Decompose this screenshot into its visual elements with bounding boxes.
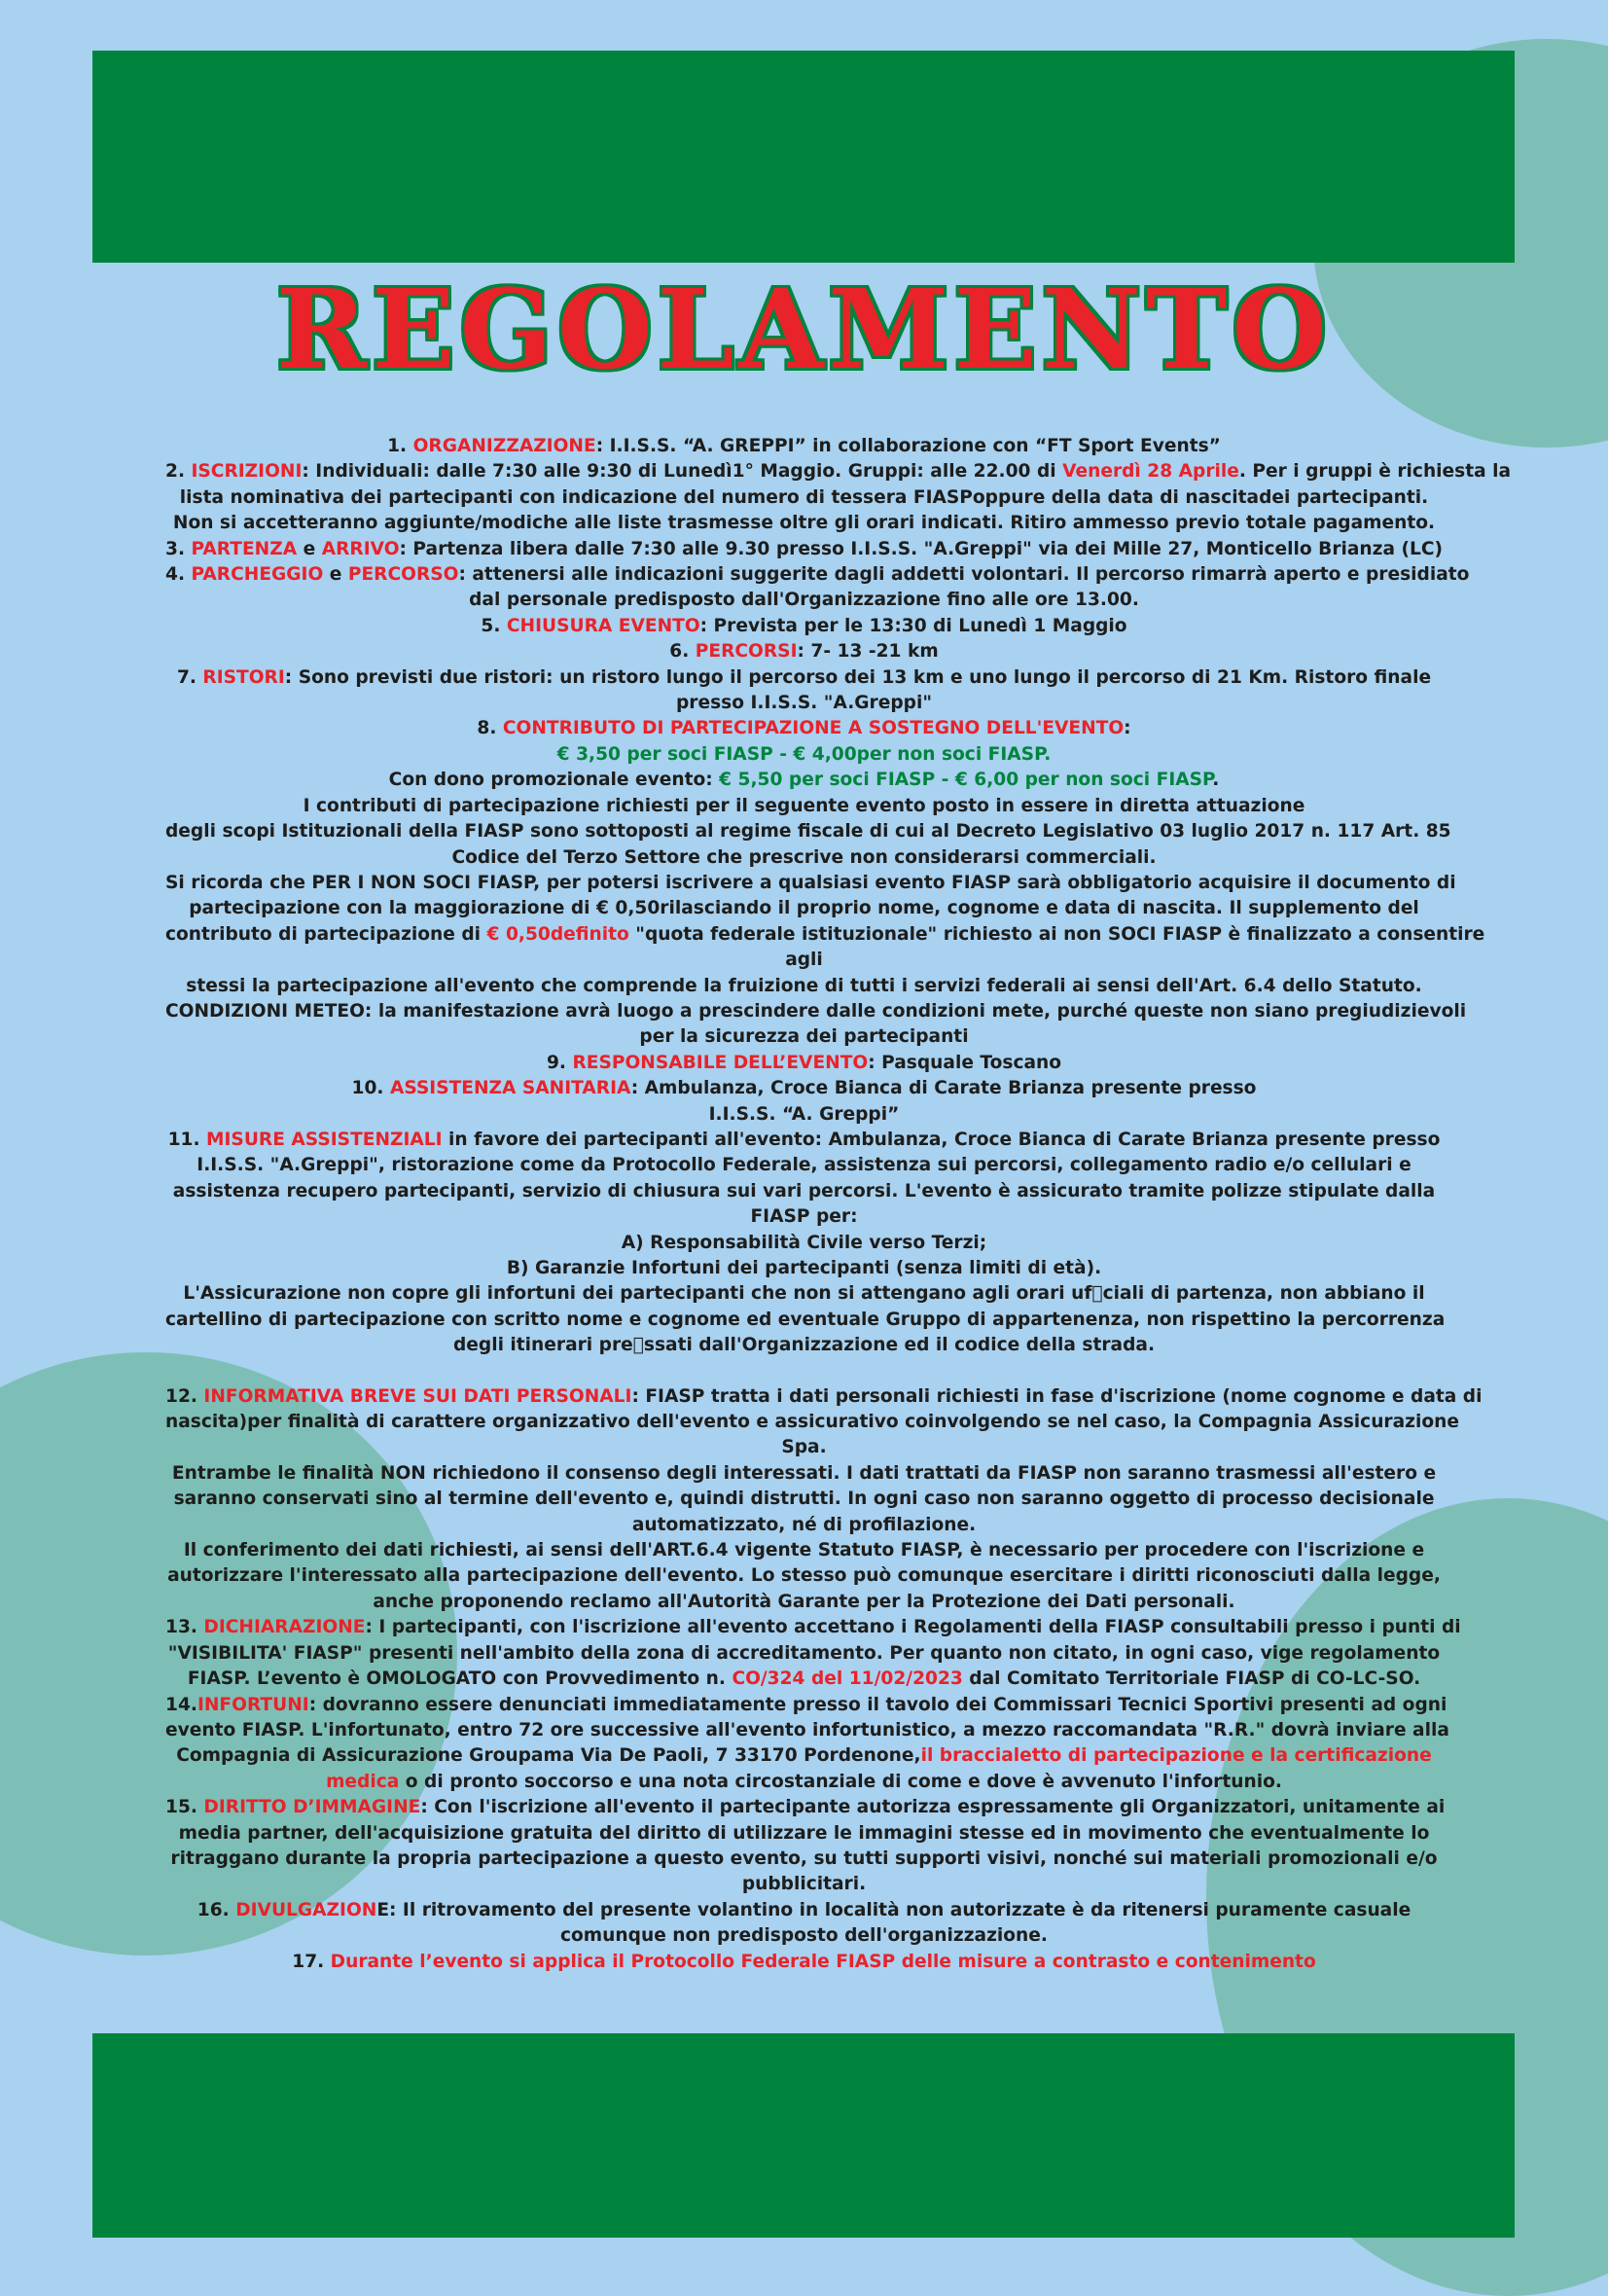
rule-line [165,871,1456,896]
rule-highlight-red: ORGANIZZAZIONE [412,436,596,456]
rule-highlight-red: PERCORSO [347,564,459,586]
rule-highlight-red: CHIUSURA EVENTO [506,615,700,636]
rule-text: : I.I.S.S. “A. GREPPI” in collaborazione con “FT Sport Events” [595,436,1221,456]
rule-text: e [297,538,322,559]
paragraph-gap [165,1359,1443,1384]
rule-text: degli scopi Istituzionali della FIASP sono sottoposti al regime fiscale di cui al Decreto Legislativo 03 luglio 2017 n. 117 Art. 85 [165,821,1451,843]
rule-text: automatizzato, né di profilazione. [631,1514,977,1535]
rule-text: E: Il ritrovamento del presente volantino in località non autorizzate è da ritenersi puramente casuale [376,1899,1411,1920]
rule-highlight-red: ISCRIZIONI [191,461,303,483]
rule-line [165,1410,1459,1435]
rule-text: o di pronto soccorso e una nota circostanziale di come e dove è avvenuto l'infortunio. [399,1771,1282,1792]
rule-line [165,1281,1443,1307]
rule-text: 12. [165,1385,204,1407]
rule-text: . Per i gruppi è richiesta la [1238,461,1512,483]
rule-line [165,588,1443,613]
rule-highlight-red: medica [326,1771,400,1792]
rule-line [165,922,1485,948]
rule-text: 3. [165,538,192,559]
rule-line [165,1950,1443,1975]
rule-highlight-red: DIRITTO D’IMMAGINE [203,1797,421,1818]
rule-line [165,1615,1461,1640]
rule-line [165,1461,1443,1487]
rule-line [165,537,1443,562]
rule-text: Non si accetteranno aggiunte/modiche alle liste trasmesse oltre gli orari indicati. Ritiro ammesso previo totale pagamento. [172,513,1436,534]
rule-text: ritraggano durante la propria partecipazione a questo evento, su tutti supporti visivi, nonché sui materiali promozionali e/o [170,1848,1438,1869]
rule-highlight-red: INFORTUNI [197,1694,309,1715]
rule-text: 5. [481,615,507,636]
rule-line [165,1051,1443,1076]
rule-text: presso I.I.S.S. "A.Greppi" [675,693,933,714]
rule-line [165,794,1443,819]
rule-text: Con dono promozionale evento: [388,770,720,791]
rule-text: 11. [167,1129,207,1150]
rule-line [165,1102,1443,1128]
rule-text: dal Comitato Territoriale FIASP di CO-LC-SO. [962,1668,1421,1690]
rule-line [165,1847,1443,1872]
rule-text: Codice del Terzo Settore che prescrive non considerarsi commerciali. [451,846,1157,868]
rule-text: : dovranno essere denunciati immediatamente presso il tavolo dei Commissari Tecnici Sportivi presenti ad ogni [308,1694,1447,1715]
rule-line [165,1384,1483,1410]
rule-text: e [323,564,348,586]
rule-line [165,665,1443,691]
rule-line [165,1487,1443,1512]
rule-line [165,742,1443,768]
rule-text: FIASP per: [750,1206,858,1228]
rule-line [165,1179,1443,1204]
rule-text: dal personale predisposto dall'Organizzazione fino alle ore 13.00. [469,590,1139,611]
rule-line [165,1024,1443,1050]
rule-text: "quota federale istituzionale" richiesto ai non SOCI FIASP è finalizzato a consentire [628,923,1485,945]
rule-text: lista nominativa dei partecipanti con indicazione del numero di tessera FIASPoppure della data di nascitadei partecipanti. [179,486,1429,508]
rule-line [165,845,1443,871]
rule-highlight-red: PARTENZA [191,538,298,559]
rules-text [165,434,1512,1975]
rule-text: 15. [165,1797,204,1818]
rule-text: FIASP. L’evento è OMOLOGATO con Provvedimento n. [187,1668,733,1690]
rule-line [165,1153,1443,1178]
rule-text: comunque non predisposto dell'organizzazione. [560,1925,1048,1947]
rule-text: 6. [669,641,696,663]
rule-text: A) Responsabilità Civile verso Terzi; [621,1232,987,1253]
rule-text: media partner, dell'acquisizione gratuita del diritto di utilizzare le immagini stesse ed in movimento che eventualmente lo [178,1822,1430,1844]
rule-text: I contributi di partecipazione richiesti per il seguente evento posto in essere in diretta attuazione [303,795,1305,816]
rule-text: 4. [165,564,192,586]
rule-highlight-red: CO/324 del 11/02/2023 [732,1668,963,1690]
rule-line [165,1795,1446,1820]
rule-line [165,1308,1446,1333]
rule-text: Compagnia di Assicurazione Groupama Via De Paoli, 7 33170 Pordenone, [176,1745,921,1767]
rule-line [165,1872,1443,1897]
rule-text: autorizzare l'interessato alla partecipazione dell'evento. Lo stesso può comunque esercitare i diritti riconosciuti dalla legge, [167,1565,1441,1587]
rule-line [165,511,1443,536]
rule-line [165,1641,1443,1667]
rule-text: partecipazione con la maggiorazione di € 0,50rilasciando il proprio nome, cognome e data di nascita. Il supplemento del [189,898,1419,919]
rule-line [165,1898,1443,1923]
rule-text: 13. [165,1617,204,1638]
rule-highlight-red: MISURE ASSISTENZIALI [206,1129,443,1150]
rule-text: : I partecipanti, con l'iscrizione all'evento accettano i Regolamenti della FIASP consultabili presso i punti di [365,1617,1461,1638]
rule-line [165,1667,1443,1692]
rule-line [165,1231,1443,1256]
rule-line [165,819,1451,844]
footer-banner [92,2033,1515,2238]
rule-text: : Prevista per le 13:30 di Lunedì 1 Maggio [699,615,1127,636]
rule-text: : attenersi alle indicazioni suggerite dagli addetti volontari. Il percorso rimarrà aperto e presidiato [458,564,1470,586]
rule-highlight-red: il braccialetto di partecipazione e la certificazione [920,1745,1432,1767]
rule-line [165,1923,1443,1949]
rule-line [165,1435,1443,1460]
rule-line [165,1770,1443,1795]
rule-text: in favore dei partecipanti all'evento: Ambulanza, Croce Bianca di Carate Brianza presente presso [442,1129,1441,1150]
rule-highlight-red: RISTORI [202,666,285,688]
rule-line [165,999,1467,1024]
rule-line [165,1563,1443,1589]
rule-text: per la sicurezza dei partecipanti [639,1026,969,1048]
rule-text: nascita)per finalità di carattere organizzativo dell'evento e assicurativo coinvolgendo se nel caso, la Compagnia Assicurazione [165,1412,1459,1433]
rule-text: 10. [351,1078,390,1099]
rule-highlight-red: PERCORSI [695,641,798,663]
rule-highlight-red: DIVULGAZION [235,1899,377,1920]
rule-line [165,716,1443,741]
rule-line [165,896,1443,921]
rule-line [165,768,1443,793]
rule-highlight-red: PARCHEGGIO [191,564,324,586]
rule-highlight-red: € 0,50definito [486,923,629,945]
rule-text: 17. [292,1951,331,1972]
rule-line [165,974,1443,999]
rule-highlight-green: € 3,50 per soci FIASP - € 4,00per non soci FIASP. [556,743,1052,765]
rule-line [165,1718,1449,1743]
rule-line [165,1204,1443,1230]
rule-line [165,1538,1443,1563]
rule-text: 7. [176,666,203,688]
rule-text: : [1124,718,1131,739]
rule-text: : Sono previsti due ristori: un ristoro lungo il percorso dei 13 km e uno lungo il percorso di 21 Km. Ristoro finale [284,666,1432,688]
rule-line [165,1128,1443,1153]
rule-highlight-red: DICHIARAZIONE [203,1617,366,1638]
rule-text: : Ambulanza, Croce Bianca di Carate Brianza presente presso [630,1078,1257,1099]
rule-line [165,434,1443,459]
rule-text: : Partenza libera dalle 7:30 alle 9.30 presso I.I.S.S. "A.Greppi" via dei Mille 27, Monticello Brianza (LC) [399,538,1443,559]
rule-line [165,1256,1443,1281]
rule-line [165,948,1443,973]
rule-text: : Pasquale Toscano [868,1052,1062,1073]
rule-text: 2. [165,461,192,483]
rule-line [165,1821,1443,1847]
rule-line [165,1743,1443,1769]
rule-text: I.I.S.S. "A.Greppi", ristorazione come da Protocollo Federale, assistenza sui percorsi, collegamento radio e/o cellulari e [197,1155,1411,1176]
rule-line [165,691,1443,716]
rule-text: evento FIASP. L'infortunato, entro 72 ore successive all'evento infortunistico, a mezzo raccomandata "R.R." dovrà inviare alla [165,1719,1449,1740]
rule-text: 1. [387,436,413,456]
rule-text: degli itinerari pre ssati dall'Organizzazione ed il codice della strada. [452,1335,1156,1356]
rule-text: 8. [477,718,503,739]
rule-line [165,1076,1443,1101]
rule-text: Si ricorda che PER I NON SOCI FIASP, per potersi iscrivere a qualsiasi evento FIASP sarà obbligatorio acquisire il documento di [165,872,1456,893]
rule-highlight-red: ASSISTENZA SANITARIA [389,1078,631,1099]
rule-highlight-green: € 5,50 per soci FIASP - € 6,00 per non soci FIASP [719,770,1213,791]
header-banner [92,51,1515,263]
rule-text: I.I.S.S. “A. Greppi” [708,1103,900,1125]
rule-text: B) Garanzie Infortuni dei partecipanti (senza limiti di età). [506,1258,1102,1278]
rule-highlight-red: RESPONSABILE DELL’EVENTO [572,1052,869,1073]
rule-text: : Con l'iscrizione all'evento il partecipante autorizza espressamente gli Organizzatori, unitamente ai [420,1797,1446,1818]
rule-text: saranno conservati sino al termine dell'evento e, quindi distrutti. In ogni caso non saranno oggetto di processo decisionale [173,1489,1435,1510]
rule-text: assistenza recupero partecipanti, servizio di chiusura sui vari percorsi. L'evento è assicurato tramite polizze stipulate dalla [172,1180,1436,1202]
rule-text: CONDIZIONI METEO: la manifestazione avrà luogo a prescindere dalle condizioni mete, purché queste non siano pregiudizievoli [165,1000,1467,1022]
rule-text: 14. [165,1694,197,1715]
rule-text: L'Assicurazione non copre gli infortuni dei partecipanti che non si attengano agli orari uf ciali di partenza, non abbiano il [183,1283,1425,1305]
rule-text: 9. [546,1052,573,1073]
rule-line [165,639,1443,664]
rule-text: contributo di partecipazione di [165,923,487,945]
rule-text: : 7- 13 -21 km [797,641,939,663]
rule-text: Entrambe le finalità NON richiedono il consenso degli interessati. I dati trattati da FIASP non saranno trasmessi all'estero e [171,1462,1437,1484]
rule-line [165,1333,1443,1358]
rule-line [165,1693,1447,1718]
page-title: REGOLAMENTO [276,267,1332,394]
rule-highlight-red: INFORMATIVA BREVE SUI DATI PERSONALI [203,1385,632,1407]
rule-line [165,459,1512,484]
rule-text: Spa. [781,1437,827,1458]
rule-text: : FIASP tratta i dati personali richiesti in fase d'iscrizione (nome cognome e data di [631,1385,1483,1407]
rule-text: Il conferimento dei dati richiesti, ai sensi dell'ART.6.4 vigente Statuto FIASP, è necessario per procedere con l'iscrizione e [183,1540,1425,1561]
rule-text: pubblicitari. [741,1874,867,1895]
rule-line [165,562,1470,588]
rule-text: cartellino di partecipazione con scritto nome e cognome ed eventuale Gruppo di appartenenza, non rispettino la percorrenza [165,1309,1446,1330]
rule-text: agli [785,950,823,971]
rule-text: "VISIBILITA' FIASP" presenti nell'ambito della zona di accreditamento. Per quanto non citato, in ogni caso, vige regolamento [167,1642,1441,1664]
rule-line [165,1513,1443,1538]
rule-highlight-red: ARRIVO [321,538,400,559]
rule-text: stessi la partecipazione all'evento che comprende la fruizione di tutti i servizi federali ai sensi dell'Art. 6.4 dello Statuto. [186,975,1422,996]
rule-highlight-red: Venerdì 28 Aprile [1062,461,1239,483]
rule-text: : Individuali: dalle 7:30 alle 9:30 di Lunedì1° Maggio. Gruppi: alle 22.00 di [302,461,1063,483]
rule-text: anche proponendo reclamo all'Autorità Garante per la Protezione dei Dati personali. [373,1591,1235,1612]
rule-highlight-red: CONTRIBUTO DI PARTECIPAZIONE A SOSTEGNO DELL'EVENTO [502,718,1125,739]
rule-line [165,1590,1443,1615]
rule-text: 16. [197,1899,236,1920]
rule-line [165,485,1443,511]
rule-text: . [1212,770,1220,791]
rule-highlight-red: Durante l’evento si applica il Protocollo Federale FIASP delle misure a contrasto e contenimento [330,1951,1316,1972]
rule-line [165,614,1443,639]
